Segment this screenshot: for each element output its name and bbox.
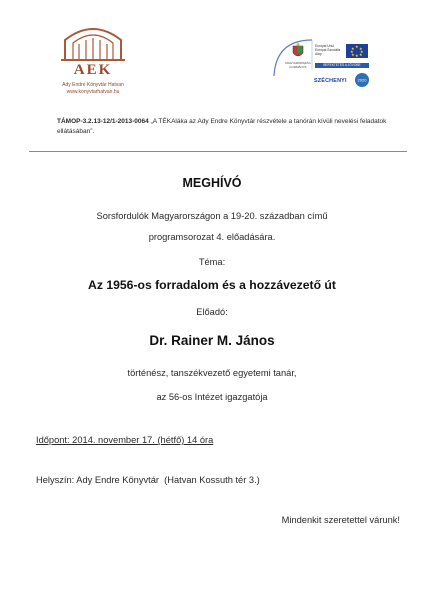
eu-funding-logos	[268, 36, 378, 96]
event-location: Helyszín: Ady Endre Könyvtár (Hatvan Kossuth tér 3.)	[36, 475, 260, 485]
szechenyi-label: SZÉCHENYI	[314, 78, 347, 84]
library-building-icon	[53, 16, 133, 66]
hungarian-crest-icon	[292, 43, 304, 59]
series-description-line2: programsorozat 4. előadására.	[148, 232, 276, 242]
library-logo-url: www.konyvtarhatvan.hu	[66, 89, 120, 95]
invest-banner: BEFEKTETÉS A JÖVŐBE	[315, 63, 369, 68]
speaker-role-line1: történész, tanszékvezető egyetemi tanár,	[127, 368, 297, 378]
speaker-label: Előadó:	[196, 307, 228, 317]
speaker-role-line2: az 56-os Intézet igazgatója	[156, 392, 268, 402]
szechenyi-pin-icon	[354, 72, 370, 88]
page-title: MEGHÍVÓ	[182, 176, 242, 190]
project-code: TÁMOP-3.2.13-12/1-2013-0064	[57, 118, 149, 125]
library-logo-letters: AEK	[73, 62, 113, 78]
lecture-topic: Az 1956-os forradalom és a hozzávezető út	[88, 278, 336, 292]
government-label: MAGYARORSZÁG KORMÁNYA	[285, 61, 311, 69]
divider-line	[29, 151, 407, 152]
closing-line: Mindenkit szeretettel várunk!	[281, 515, 400, 525]
library-logo	[53, 16, 133, 102]
speaker-name: Dr. Rainer M. János	[149, 333, 275, 348]
series-description-line1: Sorsfordulók Magyarországon a 19-20. században című	[96, 211, 328, 221]
project-description: „A TÉKAláka az Ady Endre Könyvtár részvétele a tanórán kívüli nevelési feladatok ellátásában”.	[57, 118, 387, 135]
project-reference	[57, 117, 415, 137]
topic-label: Téma:	[198, 257, 226, 267]
event-time-text: Időpont: 2014. november 17. (hétfő) 14 óra	[36, 435, 214, 445]
szechenyi-pin-label: 2020	[357, 77, 367, 83]
event-time	[36, 435, 213, 445]
eu-flag-icon: ★ ★ ★ ★ ★ ★ ★ ★	[346, 44, 368, 58]
eu-fund-label: Európai Unió Európai Szociális Alap	[315, 44, 341, 56]
library-logo-name: Ady Endre Könyvtár Hatvan	[62, 82, 124, 88]
